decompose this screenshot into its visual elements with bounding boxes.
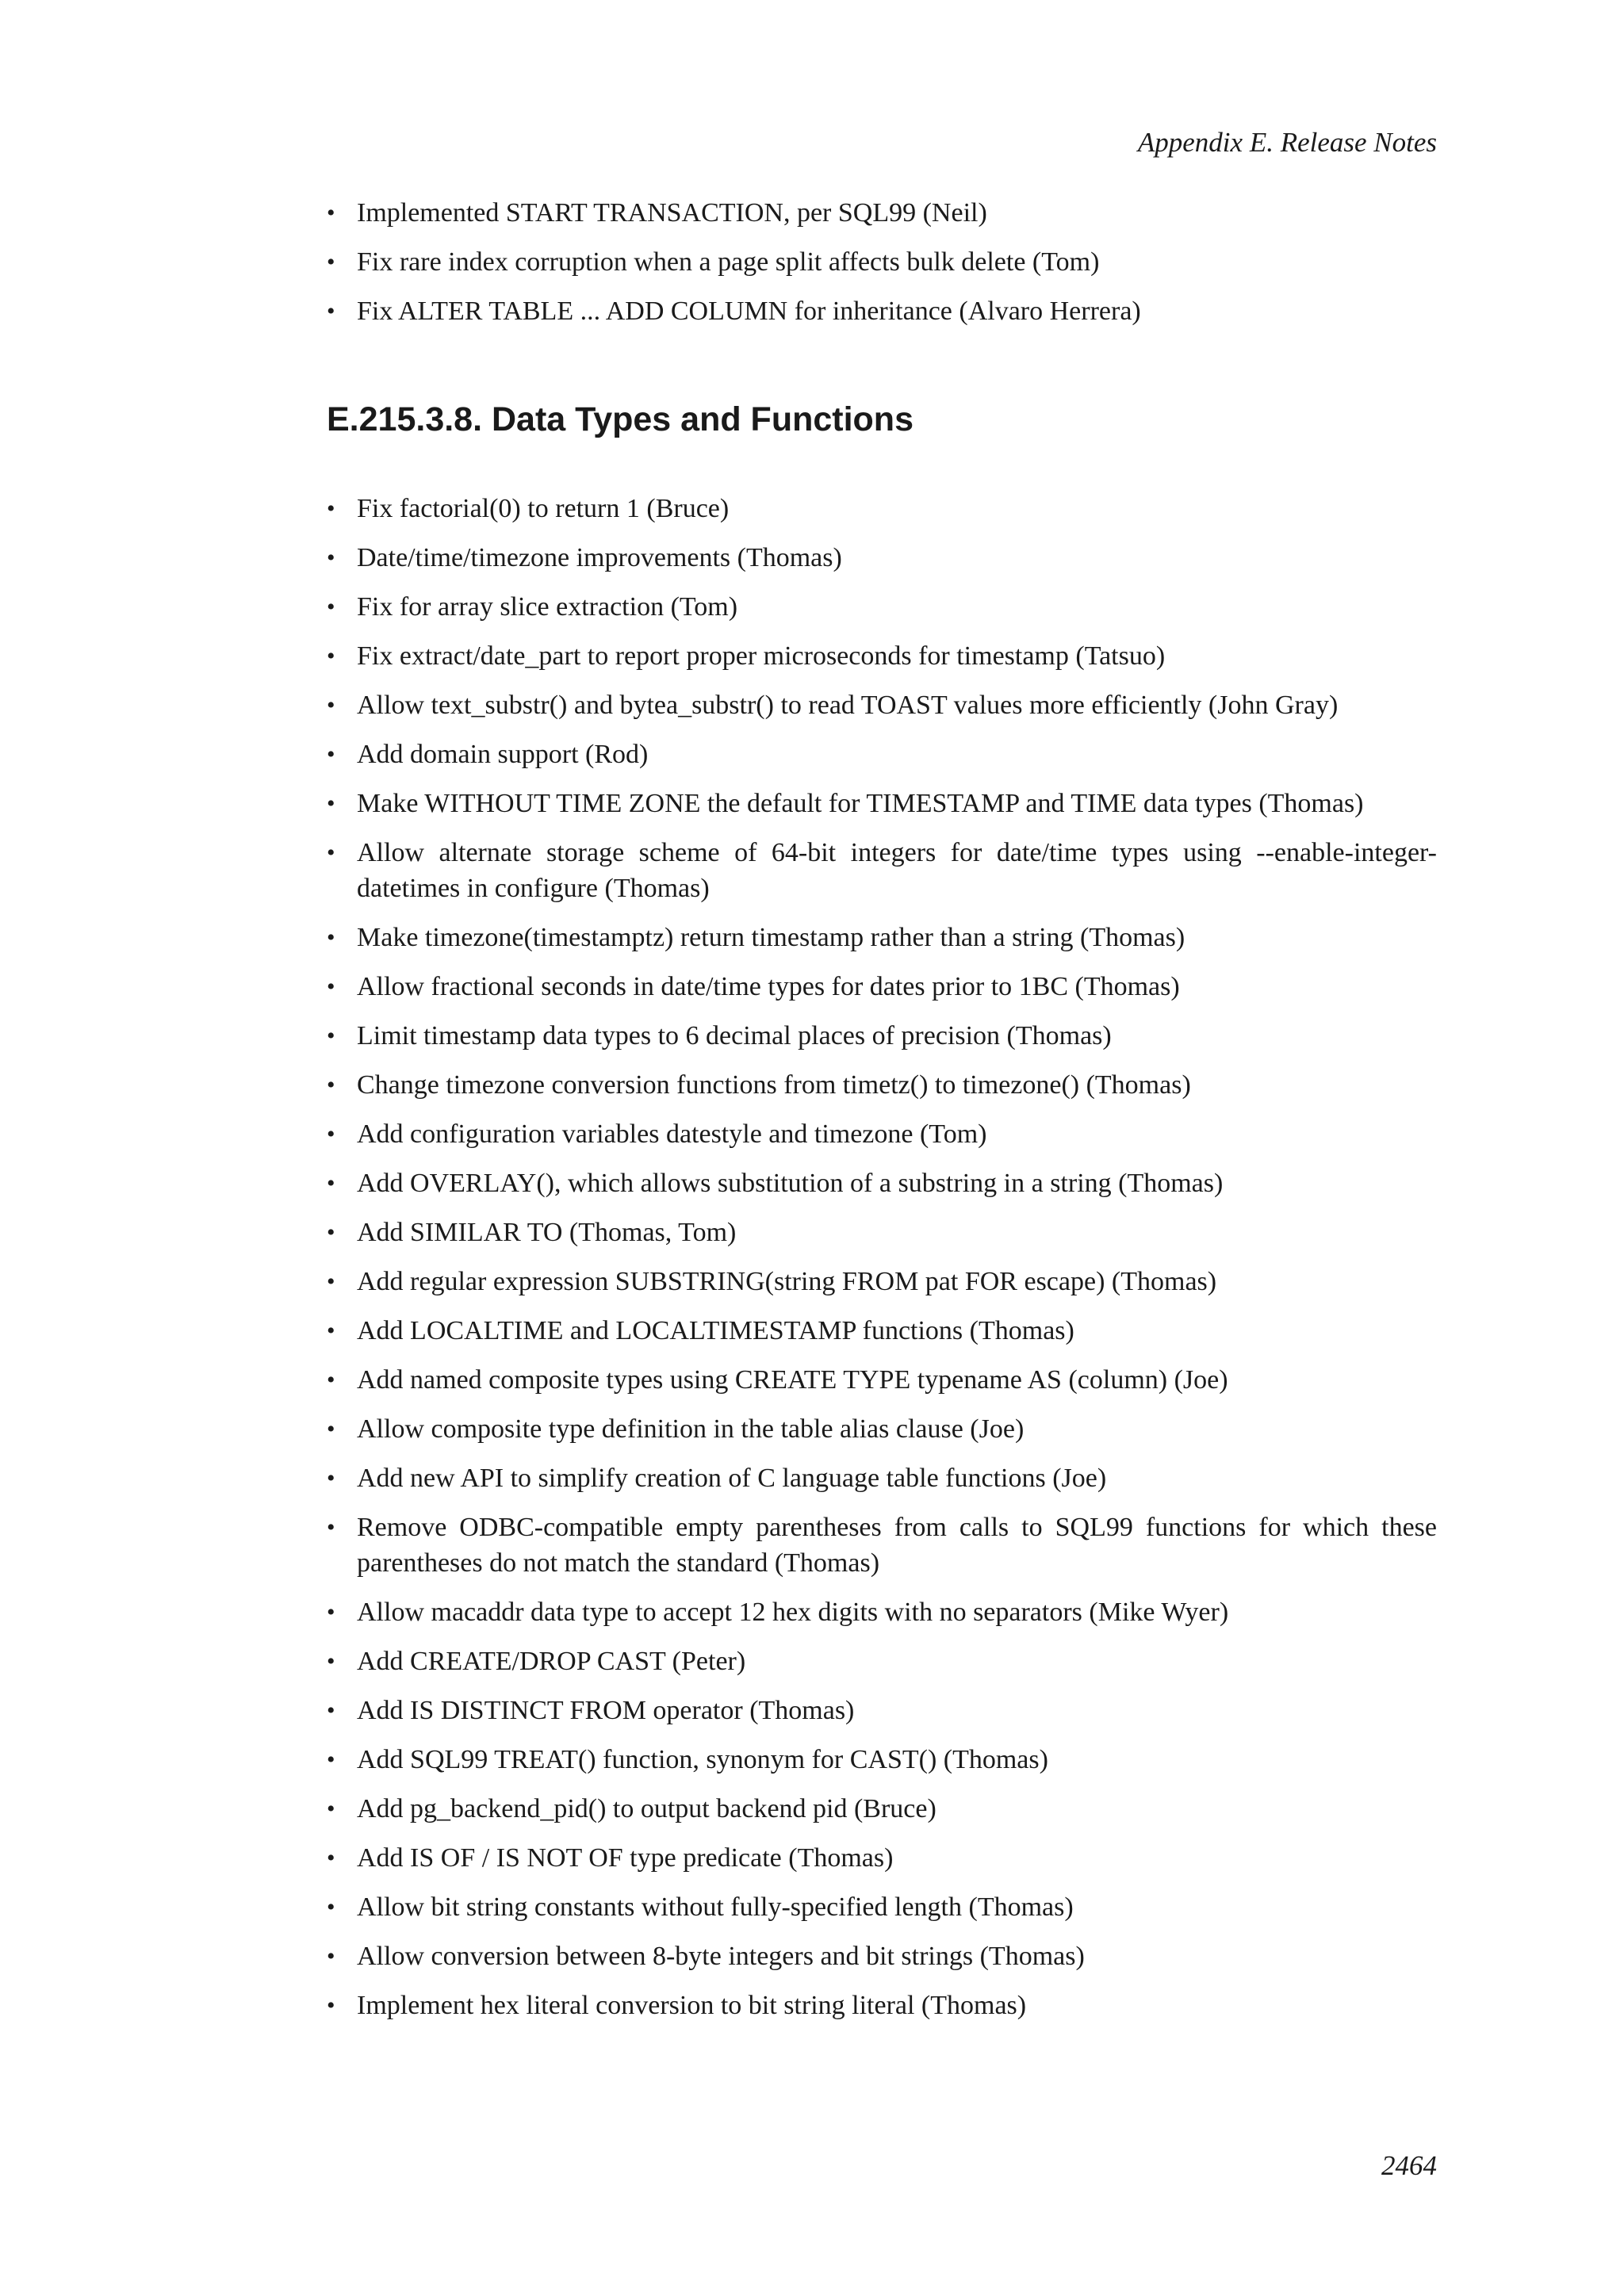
list-item: • Implement hex literal conversion to bit string literal (Thomas) <box>327 1988 1437 2023</box>
main-bullet-list <box>327 491 1437 2037</box>
list-item: • Fix factorial(0) to return 1 (Bruce) <box>327 491 1437 526</box>
list-item: • Fix ALTER TABLE ... ADD COLUMN for inheritance (Alvaro Herrera) <box>327 293 1437 329</box>
list-item: • Allow fractional seconds in date/time types for dates prior to 1BC (Thomas) <box>327 969 1437 1004</box>
list-item: • Add IS OF / IS NOT OF type predicate (Thomas) <box>327 1840 1437 1876</box>
list-item: • Allow alternate storage scheme of 64-bit integers for date/time types using --enable-integer-datetimes in configure (Thomas) <box>327 835 1437 906</box>
list-item: • Allow bit string constants without fully-specified length (Thomas) <box>327 1889 1437 1925</box>
list-item: • Add SQL99 TREAT() function, synonym for CAST() (Thomas) <box>327 1742 1437 1777</box>
list-item: • Implemented START TRANSACTION, per SQL99 (Neil) <box>327 195 1437 231</box>
list-item: • Allow composite type definition in the table alias clause (Joe) <box>327 1411 1437 1447</box>
list-item: • Add LOCALTIME and LOCALTIMESTAMP functions (Thomas) <box>327 1313 1437 1349</box>
top-bullet-list <box>327 195 1437 342</box>
list-item: • Make timezone(timestamptz) return timestamp rather than a string (Thomas) <box>327 920 1437 955</box>
list-item: • Add CREATE/DROP CAST (Peter) <box>327 1644 1437 1679</box>
list-item: • Add IS DISTINCT FROM operator (Thomas) <box>327 1693 1437 1728</box>
list-item: • Add OVERLAY(), which allows substitution of a substring in a string (Thomas) <box>327 1165 1437 1201</box>
page-number: 2464 <box>1381 2150 1437 2181</box>
list-item: • Add named composite types using CREATE TYPE typename AS (column) (Joe) <box>327 1362 1437 1398</box>
list-item: • Fix rare index corruption when a page split affects bulk delete (Tom) <box>327 244 1437 280</box>
list-item: • Add SIMILAR TO (Thomas, Tom) <box>327 1215 1437 1250</box>
list-item: • Add configuration variables datestyle and timezone (Tom) <box>327 1116 1437 1152</box>
running-header: Appendix E. Release Notes <box>1137 127 1437 158</box>
list-item: • Remove ODBC-compatible empty parentheses from calls to SQL99 functions for which these parentheses do not match the standard (Thomas) <box>327 1510 1437 1581</box>
list-item: • Make WITHOUT TIME ZONE the default for TIMESTAMP and TIME data types (Thomas) <box>327 786 1437 821</box>
list-item: • Add new API to simplify creation of C language table functions (Joe) <box>327 1460 1437 1496</box>
section-heading: E.215.3.8. Data Types and Functions <box>327 400 914 438</box>
list-item: • Add domain support (Rod) <box>327 737 1437 772</box>
list-item: • Fix extract/date_part to report proper microseconds for timestamp (Tatsuo) <box>327 638 1437 674</box>
list-item: • Limit timestamp data types to 6 decimal places of precision (Thomas) <box>327 1018 1437 1054</box>
list-item: • Fix for array slice extraction (Tom) <box>327 589 1437 625</box>
list-item: • Add regular expression SUBSTRING(string FROM pat FOR escape) (Thomas) <box>327 1264 1437 1299</box>
list-item: • Allow text_substr() and bytea_substr() to read TOAST values more efficiently (John Gray) <box>327 687 1437 723</box>
list-item: • Add pg_backend_pid() to output backend pid (Bruce) <box>327 1791 1437 1827</box>
list-item: • Change timezone conversion functions from timetz() to timezone() (Thomas) <box>327 1067 1437 1103</box>
list-item: • Allow macaddr data type to accept 12 hex digits with no separators (Mike Wyer) <box>327 1594 1437 1630</box>
list-item: • Date/time/timezone improvements (Thomas) <box>327 540 1437 576</box>
list-item: • Allow conversion between 8-byte integers and bit strings (Thomas) <box>327 1938 1437 1974</box>
